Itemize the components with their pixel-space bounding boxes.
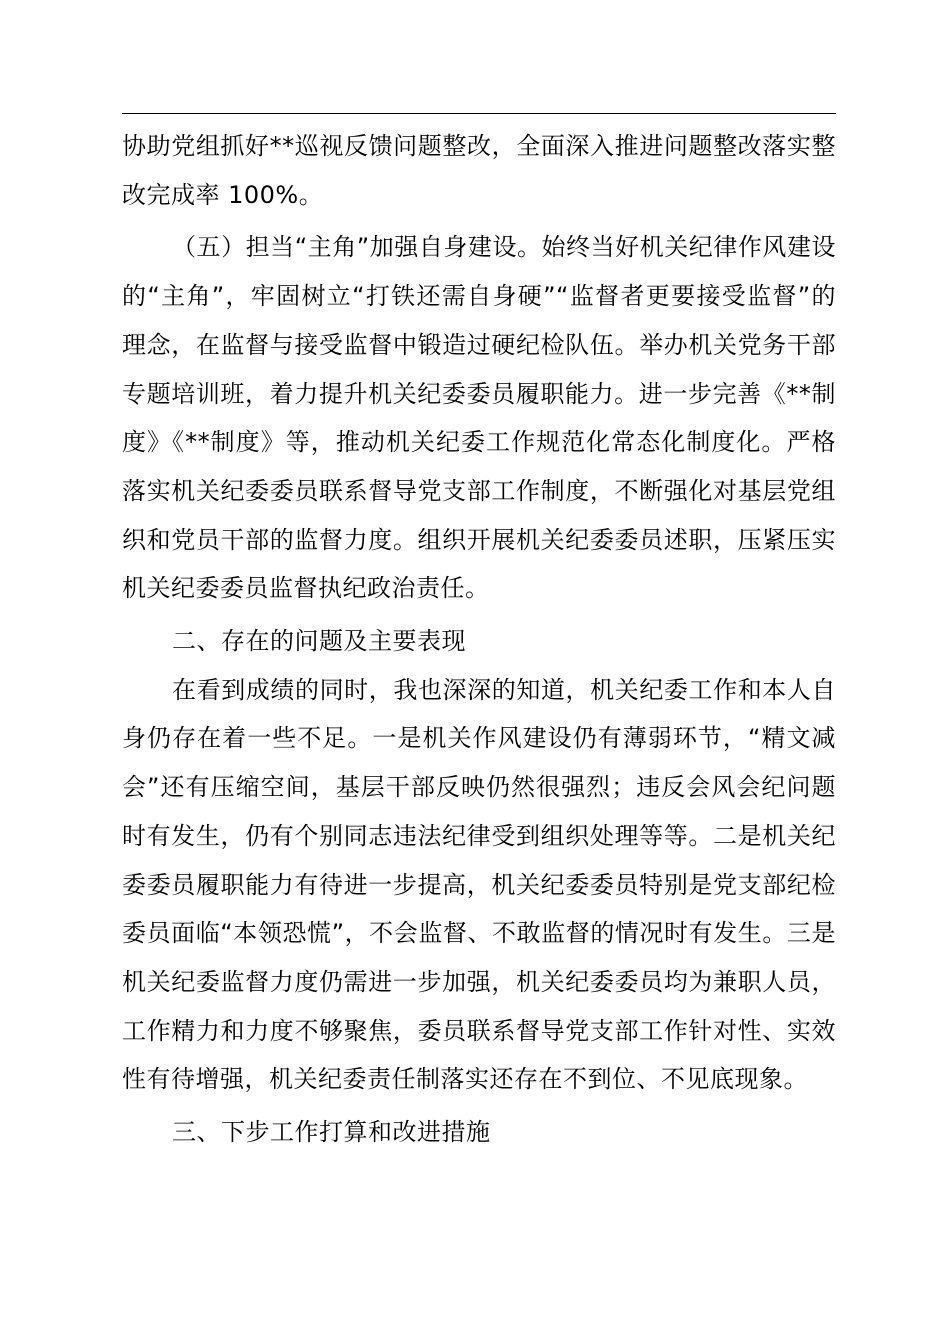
header-rule <box>122 113 836 114</box>
paragraph-shortcomings: 在看到成绩的同时，我也深深的知道，机关纪委工作和本人自身仍存在着一些不足。一是机关作风建设仍有薄弱环节，“精文减会”还有压缩空间，基层干部反映仍然很强烈；违反会风会纪问题时有发生，仍有个别同志违法纪律受到组织处理等等。二是机关纪委委员履职能力有待进一步提高，机关纪委委员特别是党支部纪检委员面临“本领恐慌”，不会监督、不敢监督的情况时有发生。三是机关纪委监督力度仍需进一步加强，机关纪委委员均为兼职人员，工作精力和力度不够聚焦，委员联系督导党支部工作针对性、实效性有待增强，机关纪委责任制落实还存在不到位、不见底现象。 <box>122 675 836 1094</box>
section-heading-next-steps: 三、下步工作打算和改进措施 <box>172 1118 491 1147</box>
section-heading-problems: 二、存在的问题及主要表现 <box>172 627 466 656</box>
paragraph-self-building: （五）担当“主角”加强自身建设。始终当好机关纪律作风建设的“主角”，牢固树立“打铁还需自身硬”“监督者更要接受监督”的理念，在监督与接受监督中锻造过硬纪检队伍。举办机关党务干部专题培训班，着力提升机关纪委委员履职能力。进一步完善《**制度》《**制度》等，推动机关纪委工作规范化常态化制度化。严格落实机关纪委委员联系督导党支部工作制度，不断强化对基层党组织和党员干部的监督力度。组织开展机关纪委委员述职，压紧压实机关纪委委员监督执纪政治责任。 <box>122 233 836 603</box>
paragraph-rectification: 协助党组抓好**巡视反馈问题整改，全面深入推进问题整改落实整改完成率 100%。 <box>122 132 836 209</box>
document-body <box>122 122 836 1157</box>
